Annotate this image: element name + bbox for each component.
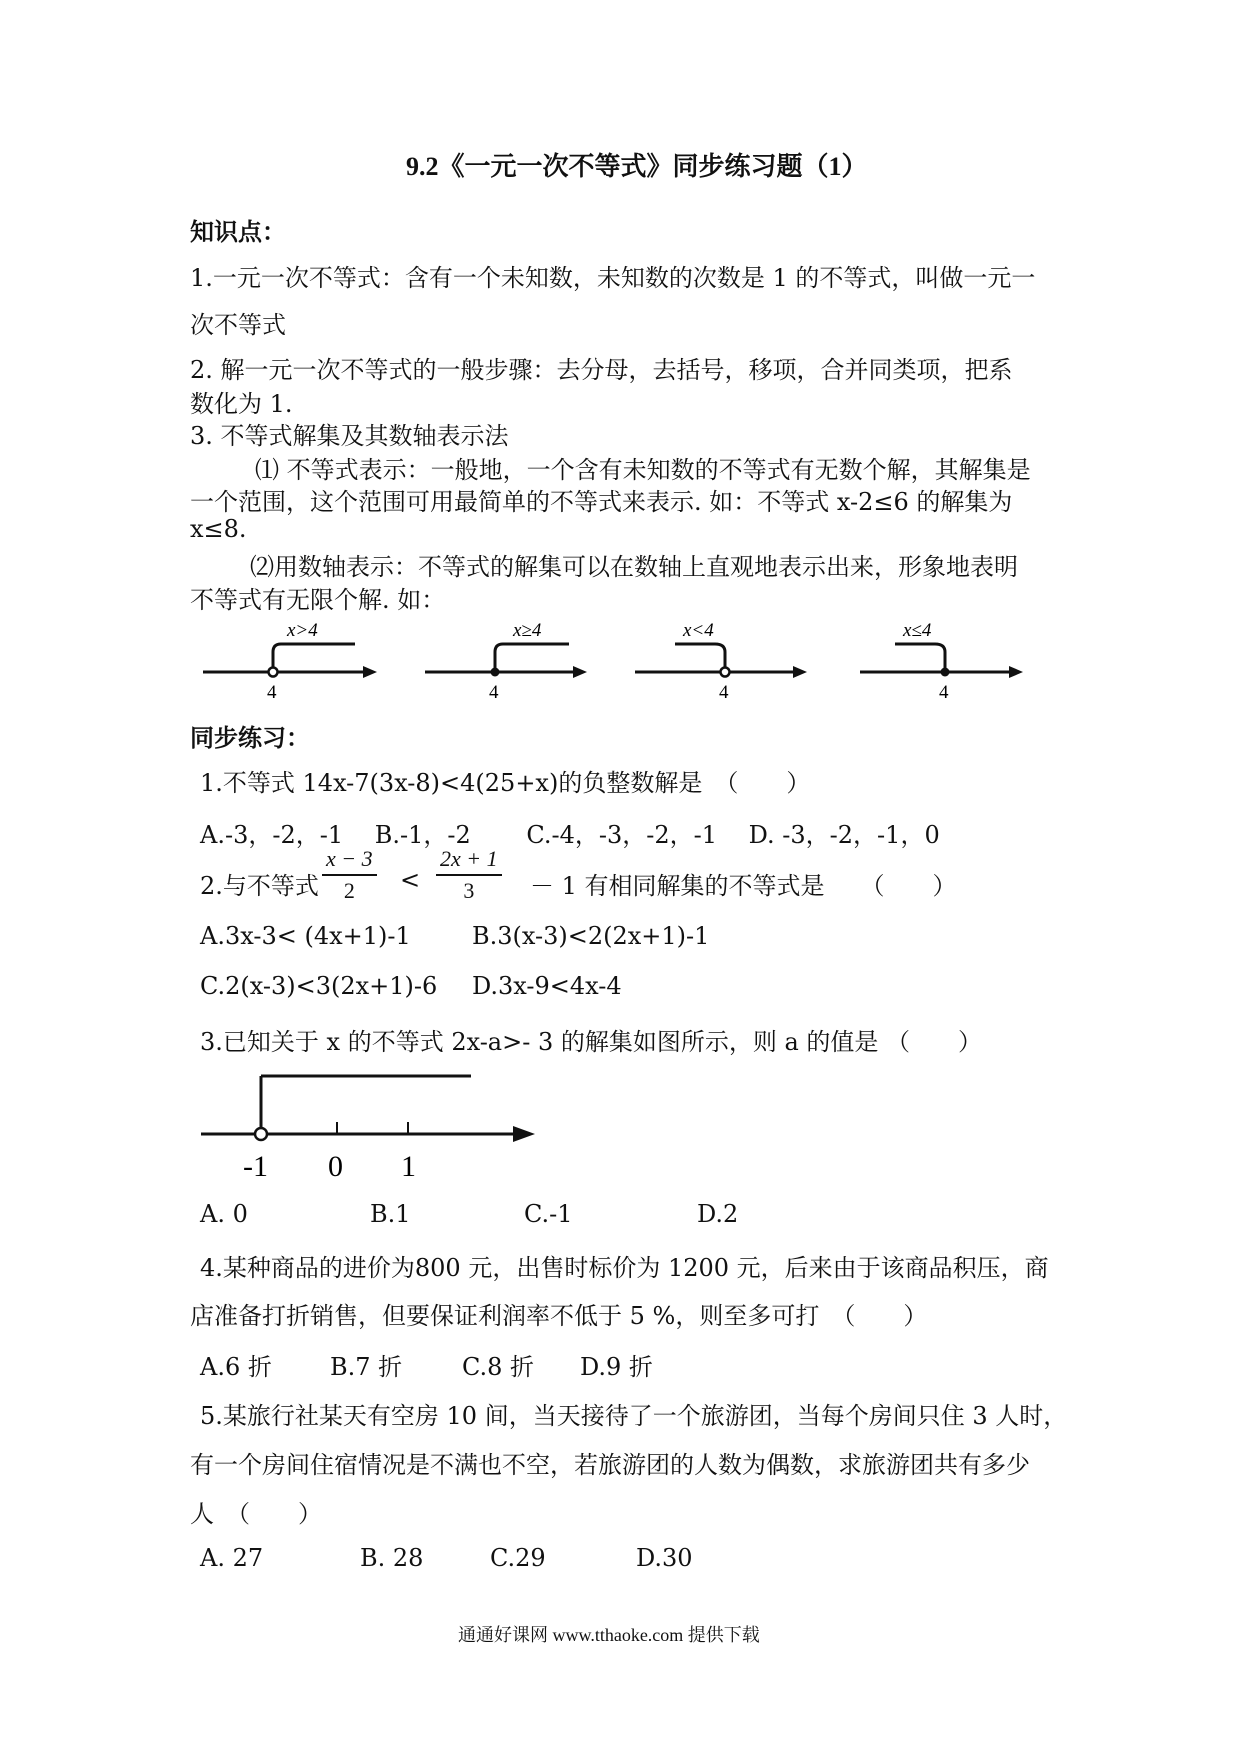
tick-4: 4 xyxy=(489,682,499,703)
fraction-2x-plus-1-over-3 xyxy=(436,846,502,904)
knowledge-point-1-line-1: 1.一元一次不等式：含有一个未知数，未知数的次数是 1 的不等式，叫做一元一 xyxy=(190,264,1036,292)
question-2-prefix: 2.与不等式 xyxy=(200,872,319,900)
fraction-denominator: 3 xyxy=(463,878,475,903)
question-4-line-2: 店准备打折销售，但要保证利润率不低于 5 %，则至多可打 （ ） xyxy=(190,1302,928,1330)
number-line-le-4 xyxy=(860,620,1023,703)
question-4-option-c: C.8 折 xyxy=(462,1353,535,1381)
tick-4: 4 xyxy=(939,682,949,703)
question-5-line-2: 有一个房间住宿情况是不满也不空，若旅游团的人数为偶数，求旅游团共有多少 xyxy=(190,1451,1030,1479)
question-1-stem: 1.不等式 14x-7(3x-8)<4(25+x)的负整数解是 （ ） xyxy=(200,769,811,797)
fraction-x-minus-3-over-2 xyxy=(322,846,377,904)
question-4-option-b: B.7 折 xyxy=(330,1353,403,1381)
tick-1: 1 xyxy=(401,1150,416,1183)
knowledge-point-3: 3. 不等式解集及其数轴表示法 xyxy=(190,422,509,450)
question-2-option-c: C.2(x-3)<3(2x+1)-6 xyxy=(200,972,438,1000)
number-line-ge-4 xyxy=(425,620,587,703)
tick-4: 4 xyxy=(267,682,277,703)
knowledge-point-3a-line-3: x≤8. xyxy=(190,515,247,543)
question-1-options: A.-3，-2，-1 B.-1，-2 C.-4，-3，-2，-1 D. -3，-2，-1，0 xyxy=(200,821,940,849)
knowledge-heading: 知识点： xyxy=(190,217,286,246)
tick-0: 0 xyxy=(328,1150,343,1183)
question-3-stem: 3.已知关于 x 的不等式 2x-a>- 3 的解集如图所示，则 a 的值是 （ ） xyxy=(200,1028,983,1056)
number-line-lt-4 xyxy=(635,620,807,703)
knowledge-point-3b-line-1: ⑵用数轴表示：不等式的解集可以在数轴上直观地表示出来，形象地表明 xyxy=(250,553,1018,581)
footer-download-note: 通通好课网 www.tthaoke.com 提供下载 xyxy=(458,1625,760,1645)
knowledge-point-3a-line-2: 一个范围，这个范围可用最简单的不等式来表示. 如：不等式 x-2≤6 的解集为 xyxy=(190,488,1013,516)
label-x-ge-4: x≥4 xyxy=(513,620,542,641)
less-than-sign: < xyxy=(400,866,421,894)
question-2-option-b: B.3(x-3)<2(2x+1)-1 xyxy=(472,922,710,950)
knowledge-point-1-line-2: 次不等式 xyxy=(190,311,286,339)
inequality-number-lines xyxy=(195,610,1045,705)
question-4-line-1: 4.某种商品的进价为800 元，出售时标价为 1200 元，后来由于该商品积压，商 xyxy=(200,1254,1049,1282)
question-3-option-d: D.2 xyxy=(697,1200,739,1228)
fraction-numerator: 2x + 1 xyxy=(436,846,502,876)
tick-minus-1: -1 xyxy=(243,1150,268,1183)
knowledge-point-2-line-2: 数化为 1. xyxy=(190,390,293,418)
question-5-option-a: A. 27 xyxy=(200,1544,264,1572)
number-line-gt-4 xyxy=(203,620,377,703)
fraction-numerator: x − 3 xyxy=(322,846,377,876)
question-2-option-d: D.3x-9<4x-4 xyxy=(472,972,622,1000)
question-5-line-1: 5.某旅行社某天有空房 10 间，当天接待了一个旅游团，当每个房间只住 3 人时， xyxy=(200,1402,1068,1430)
tick-4: 4 xyxy=(719,682,729,703)
question-5-option-b: B. 28 xyxy=(360,1544,424,1572)
label-x-le-4: x≤4 xyxy=(903,620,932,641)
question-3-option-a: A. 0 xyxy=(200,1200,248,1228)
question-2-suffix: － 1 有相同解集的不等式是 （ ） xyxy=(530,872,957,900)
page-title: 9.2《一元一次不等式》同步练习题（1） xyxy=(406,152,868,181)
knowledge-point-3b-line-2: 不等式有无限个解. 如： xyxy=(190,586,446,614)
question-2-option-a: A.3x-3< (4x+1)-1 xyxy=(200,922,411,950)
practice-heading: 同步练习： xyxy=(190,723,310,752)
knowledge-point-2-line-1: 2. 解一元一次不等式的一般步骤：去分母，去括号，移项，合并同类项，把系 xyxy=(190,356,1013,384)
question-4-option-a: A.6 折 xyxy=(200,1353,272,1381)
label-x-lt-4: x<4 xyxy=(683,620,714,641)
question-5-line-3: 人 （ ） xyxy=(190,1500,322,1528)
question-5-option-d: D.30 xyxy=(636,1544,693,1572)
question-3-number-line xyxy=(195,1060,555,1190)
question-5-option-c: C.29 xyxy=(490,1544,546,1572)
fraction-denominator: 2 xyxy=(343,878,355,903)
question-3-option-c: C.-1 xyxy=(524,1200,573,1228)
label-x-gt-4: x>4 xyxy=(287,620,318,641)
question-4-option-d: D.9 折 xyxy=(580,1353,653,1381)
question-3-option-b: B.1 xyxy=(370,1200,411,1228)
knowledge-point-3a-line-1: ⑴ 不等式表示：一般地，一个含有未知数的不等式有无数个解，其解集是 xyxy=(255,456,1031,484)
